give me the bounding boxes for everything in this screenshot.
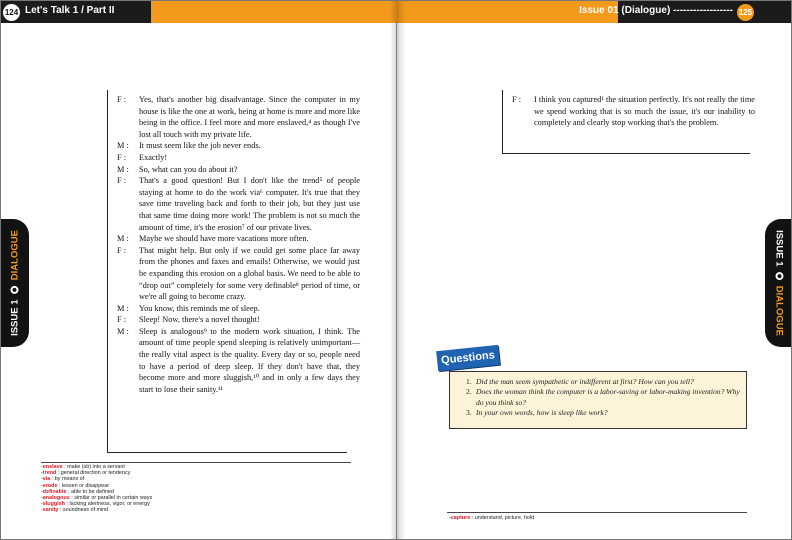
dialogue-text: That might help. But only if we could get some place far away from the phones and faxes and emails! Otherwise, we would just be expanding this erosion on a global basis. We need to be able to “drop out” completely for some very definable⁸ period of time, or we're all going to become crazy. [139, 245, 360, 302]
right-running-title: Issue 01 (Dialogue) ------------------ [579, 5, 733, 16]
dialogue-text: Sleep is analogous⁹ to the modern work situation, I think. The amount of time people spend sleeping is relatively unimportant—the really vital aspect is the quality. Every day or so, people need to have a period of deep sleep. If they don't have that, they become more and more sluggish,¹⁰ and in only a few days they start to lose their sanity.¹¹ [139, 326, 360, 394]
question-number: 2. [466, 387, 472, 397]
dialogue-text: So, what can you do about it? [139, 164, 238, 174]
glossary-entry: -sluggish : lacking alertness, vigor, or energy [41, 501, 150, 508]
questions-heading: Questions [436, 345, 500, 371]
dialogue-speaker: F : [117, 152, 126, 162]
glossary-entry: -enslave : make (sb) into a servant [41, 464, 125, 470]
dialogue-line [117, 94, 360, 140]
dialogue-line [117, 303, 360, 315]
glossary-definition: able to be defined [70, 488, 114, 495]
glossary-entry: -definable : able to be defined [41, 488, 114, 495]
question-item [466, 387, 742, 408]
left-page [1, 1, 397, 540]
right-glossary-divider [447, 512, 747, 513]
left-glossary [41, 464, 261, 514]
right-header-bar [397, 1, 792, 23]
left-side-tab-label [10, 230, 21, 336]
dialogue-speaker: F : [512, 95, 521, 104]
glossary-definition: understand, picture, hold [474, 515, 535, 521]
dialogue-text: It must seem like the job never ends. [139, 141, 261, 151]
dialogue-text: Maybe we should have more vacations more often. [139, 234, 309, 244]
dialogue-line [117, 140, 360, 152]
questions-box [449, 371, 747, 429]
question-text: Does the woman think the computer is a labor-saving or labor-making invention? Why do you think so? [476, 387, 740, 407]
glossary-entry: -erode : lessen or disappear [41, 482, 110, 489]
right-side-tab-label [774, 230, 785, 336]
glossary-definition: lessen or disappear [61, 482, 110, 489]
left-dialogue-box [107, 90, 360, 453]
glossary-term: trend [42, 470, 57, 477]
question-number: 1. [466, 377, 472, 386]
dialogue-text: I think you captured¹ the situation perfectly. It's not really the time we spend working that is so much the issue, it's our inability to completely and clearly stop working that's the problem. [534, 95, 755, 128]
left-page-number: 124 [3, 4, 20, 21]
dialogue-speaker: M : [117, 303, 129, 313]
dialogue-speaker: F : [117, 95, 126, 104]
glossary-definition: make (sb) into a servant [67, 464, 125, 470]
dialogue-speaker: M : [117, 326, 129, 336]
right-side-tab [765, 219, 792, 347]
question-item [466, 408, 742, 418]
dialogue-text: That's a good question! But I don't like the trend⁵ of people staying at home to do the work via⁶ computer. It's true that they save time traveling back and forth to their job, but they just use that same time doing more work! The problem is not so much the amount of time, it's the erosion⁷ of our private lives. [139, 176, 360, 232]
glossary-entry: -via : by means of [41, 476, 85, 483]
glossary-term: enslave [42, 464, 63, 470]
dialogue-text: Yes, that's another big disadvantage. Since the computer in my house is like the one at work, being at home is more and more like being in the office. I feel more and more enslaved,⁴ as though I've lost all touch with my private life. [139, 95, 360, 139]
ring-icon [776, 272, 784, 280]
side-tab-dialogue-label: DIALOGUE [9, 230, 21, 281]
glossary-definition: similar or parallel in certain ways [74, 495, 153, 502]
dialogue-speaker: F : [117, 176, 126, 186]
question-number: 3. [466, 408, 472, 418]
dialogue-text: Sleep! Now, there's a novel thought! [139, 315, 260, 325]
dialogue-speaker: M : [117, 234, 129, 244]
left-glossary-divider [41, 462, 351, 463]
right-dialogue-lines [512, 94, 755, 129]
dialogue-text: Exactly! [139, 152, 168, 162]
question-item [466, 377, 742, 387]
dialogue-speaker: M : [117, 141, 129, 151]
glossary-definition: by means of [54, 476, 85, 483]
left-running-title: Let's Talk 1 / Part II [25, 5, 115, 16]
dialogue-line [117, 245, 360, 303]
glossary-entry: -sanity : soundness of mind [41, 507, 109, 514]
glossary-term: capture [450, 515, 471, 521]
left-dialogue-lines [117, 94, 360, 395]
question-text: In your own words, how is sleep like work? [476, 408, 608, 418]
dialogue-speaker: F : [117, 245, 126, 255]
dialogue-line [117, 152, 360, 164]
dialogue-line [512, 94, 755, 129]
right-page [397, 1, 792, 540]
glossary-term: via [42, 476, 51, 483]
dialogue-text: You know, this reminds me of sleep. [139, 303, 260, 313]
right-glossary [449, 515, 749, 521]
dialogue-line [117, 175, 360, 233]
glossary-term: sluggish [42, 501, 65, 508]
dialogue-speaker: M : [117, 164, 129, 174]
glossary-definition: lacking alertness, vigor, or energy [69, 501, 150, 508]
left-side-tab [1, 219, 29, 347]
glossary-term: definable [42, 488, 67, 495]
side-tab-issue-label: ISSUE 1 [9, 299, 21, 336]
left-header-bar [1, 1, 397, 23]
side-tab-issue-label: ISSUE 1 [773, 230, 785, 267]
question-text: Did the man seem sympathetic or indifferent at first? How can you tell? [476, 377, 694, 386]
dialogue-line [117, 326, 360, 396]
glossary-entry: -capture : understand, picture, hold [449, 515, 535, 521]
right-dialogue-box [502, 90, 755, 154]
glossary-term: sanity [42, 507, 59, 514]
ring-icon [11, 286, 19, 294]
dialogue-line [117, 233, 360, 245]
dialogue-speaker: F : [117, 315, 126, 325]
questions-list [466, 377, 742, 419]
dialogue-line [117, 314, 360, 326]
glossary-definition: soundness of mind [62, 507, 109, 514]
glossary-term: erode [42, 482, 58, 489]
dialogue-line [117, 164, 360, 176]
right-page-number: 125 [737, 4, 754, 21]
glossary-entry: -trend : general direction or tendency [41, 470, 131, 477]
side-tab-dialogue-label: DIALOGUE [773, 285, 785, 336]
glossary-definition: general direction or tendency [60, 470, 131, 477]
glossary-term: analogous [42, 495, 70, 502]
glossary-entry: -analogous : similar or parallel in certain ways [41, 495, 153, 502]
